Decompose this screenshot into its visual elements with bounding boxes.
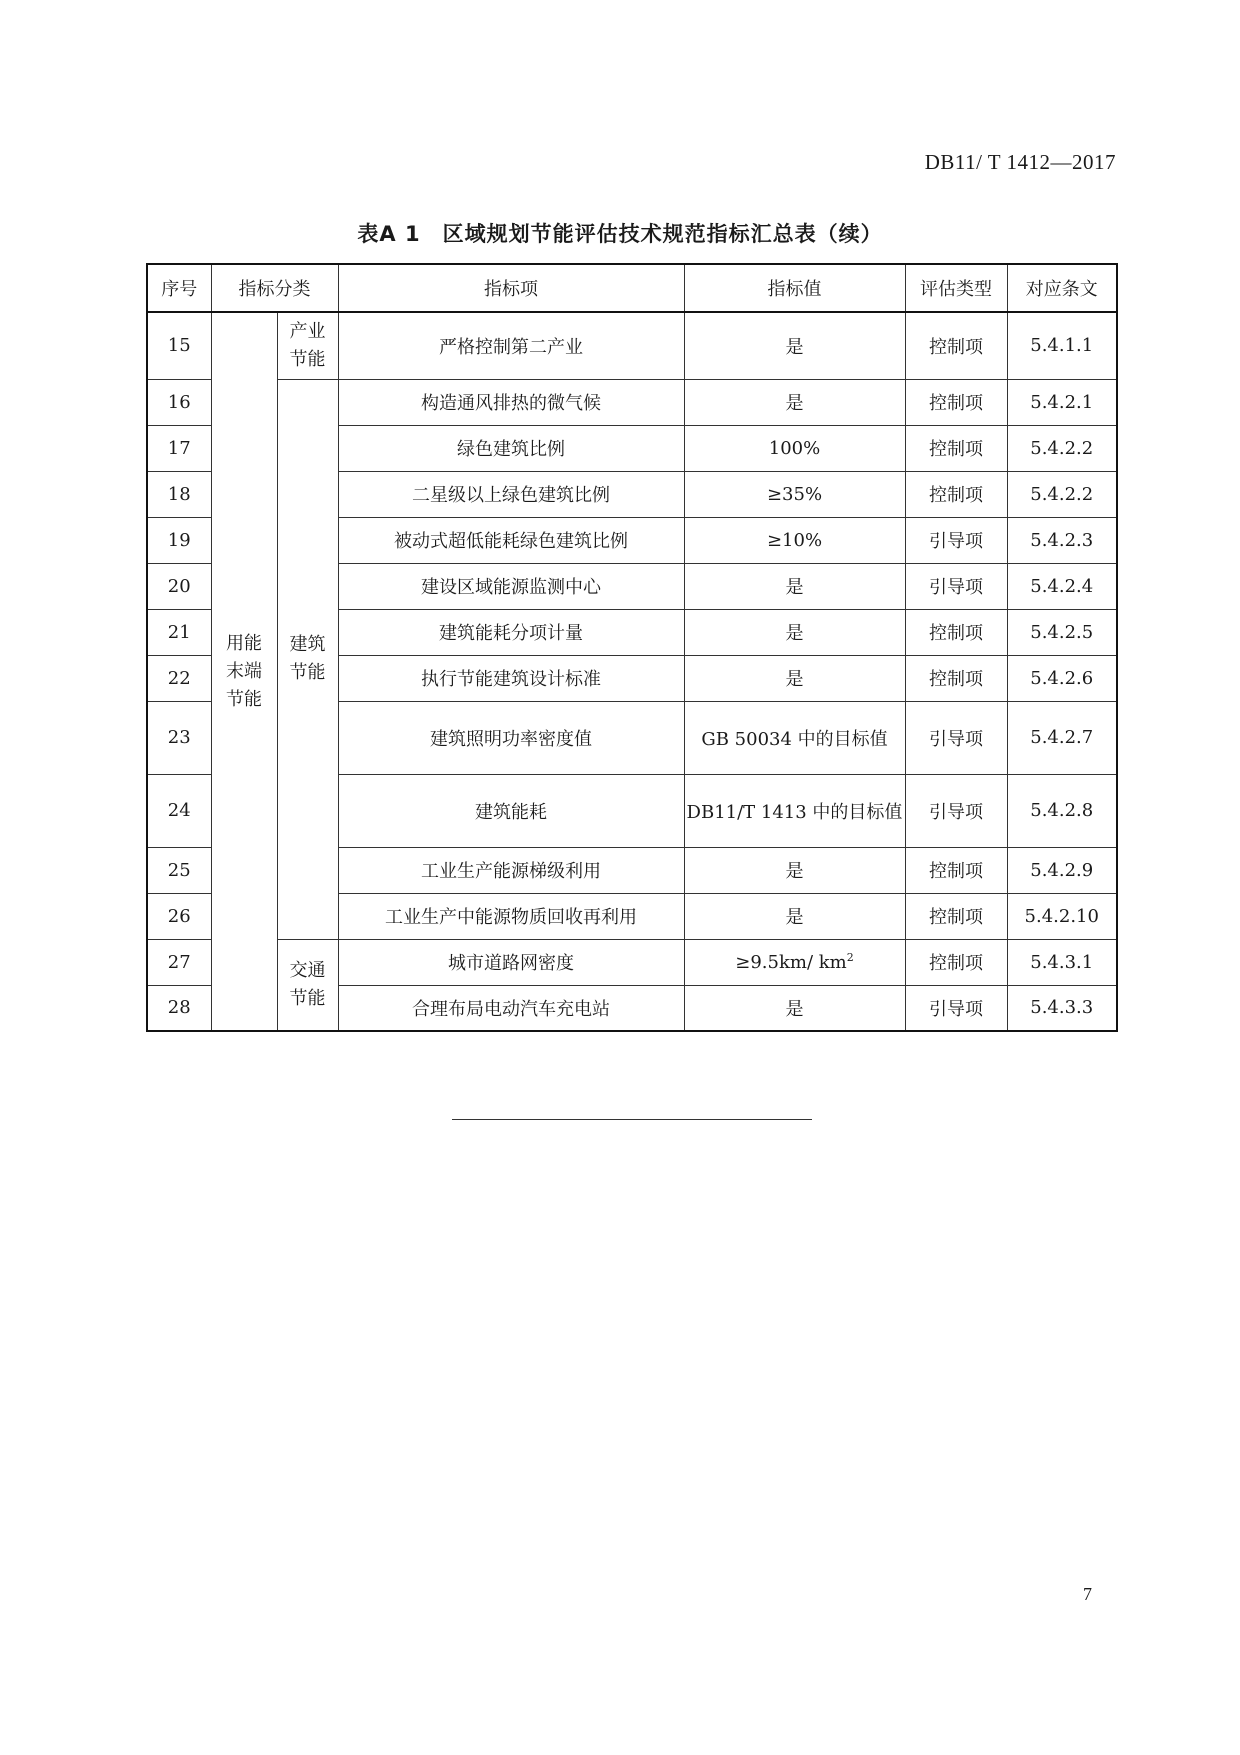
cell-seq: 17 bbox=[147, 425, 211, 471]
cell-value: 是 bbox=[684, 847, 905, 893]
cell-value: 是 bbox=[684, 985, 905, 1031]
cell-seq: 16 bbox=[147, 379, 211, 425]
cell-item: 执行节能建筑设计标准 bbox=[338, 655, 684, 701]
cell-type: 控制项 bbox=[905, 312, 1007, 379]
header-seq: 序号 bbox=[147, 264, 211, 312]
cell-value: 是 bbox=[684, 563, 905, 609]
cell-item: 城市道路网密度 bbox=[338, 939, 684, 985]
cell-value: DB11/T 1413 中的目标值 bbox=[684, 774, 905, 847]
cell-seq: 15 bbox=[147, 312, 211, 379]
cell-item: 建筑能耗 bbox=[338, 774, 684, 847]
cell-value: ≥35% bbox=[684, 471, 905, 517]
cell-type: 引导项 bbox=[905, 563, 1007, 609]
cell-type: 引导项 bbox=[905, 985, 1007, 1031]
cell-type: 控制项 bbox=[905, 655, 1007, 701]
category-transport-label: 交通节能 bbox=[289, 959, 326, 1009]
cell-value-text: ≥9.5km/ km bbox=[735, 952, 847, 973]
cell-clause: 5.4.2.8 bbox=[1007, 774, 1117, 847]
cell-item: 二星级以上绿色建筑比例 bbox=[338, 471, 684, 517]
cell-value: 是 bbox=[684, 312, 905, 379]
table-row bbox=[147, 379, 1117, 425]
category-main-label: 用能末端节能 bbox=[225, 632, 262, 710]
cell-clause: 5.4.2.2 bbox=[1007, 425, 1117, 471]
cell-seq: 25 bbox=[147, 847, 211, 893]
cell-type: 控制项 bbox=[905, 847, 1007, 893]
cell-clause: 5.4.2.3 bbox=[1007, 517, 1117, 563]
cell-seq: 22 bbox=[147, 655, 211, 701]
cell-item: 严格控制第二产业 bbox=[338, 312, 684, 379]
cell-seq: 19 bbox=[147, 517, 211, 563]
cell-seq: 20 bbox=[147, 563, 211, 609]
cell-value bbox=[684, 939, 905, 985]
cell-clause: 5.4.2.4 bbox=[1007, 563, 1117, 609]
cell-seq: 24 bbox=[147, 774, 211, 847]
cell-clause: 5.4.2.6 bbox=[1007, 655, 1117, 701]
cell-seq: 21 bbox=[147, 609, 211, 655]
page-number: 7 bbox=[1083, 1584, 1092, 1604]
end-of-table-rule bbox=[452, 1119, 812, 1120]
cell-type: 引导项 bbox=[905, 517, 1007, 563]
cell-item: 建筑照明功率密度值 bbox=[338, 701, 684, 774]
cell-value: 100% bbox=[684, 425, 905, 471]
header-clause: 对应条文 bbox=[1007, 264, 1117, 312]
cell-seq: 27 bbox=[147, 939, 211, 985]
cell-clause: 5.4.2.2 bbox=[1007, 471, 1117, 517]
cell-type: 引导项 bbox=[905, 774, 1007, 847]
cell-type: 控制项 bbox=[905, 425, 1007, 471]
cell-item: 工业生产中能源物质回收再利用 bbox=[338, 893, 684, 939]
cell-item: 工业生产能源梯级利用 bbox=[338, 847, 684, 893]
cell-seq: 18 bbox=[147, 471, 211, 517]
cell-type: 控制项 bbox=[905, 609, 1007, 655]
table-header-row bbox=[147, 264, 1117, 312]
cell-clause: 5.4.1.1 bbox=[1007, 312, 1117, 379]
cell-value: 是 bbox=[684, 379, 905, 425]
table-row bbox=[147, 939, 1117, 985]
table-row bbox=[147, 312, 1117, 379]
cell-value-superscript: 2 bbox=[846, 951, 854, 964]
cell-clause: 5.4.2.7 bbox=[1007, 701, 1117, 774]
header-value: 指标值 bbox=[684, 264, 905, 312]
cell-type: 引导项 bbox=[905, 701, 1007, 774]
cell-item: 建筑能耗分项计量 bbox=[338, 609, 684, 655]
cell-clause: 5.4.2.1 bbox=[1007, 379, 1117, 425]
header-type: 评估类型 bbox=[905, 264, 1007, 312]
header-item: 指标项 bbox=[338, 264, 684, 312]
cell-item: 绿色建筑比例 bbox=[338, 425, 684, 471]
cell-seq: 23 bbox=[147, 701, 211, 774]
cell-clause: 5.4.3.3 bbox=[1007, 985, 1117, 1031]
cell-value: GB 50034 中的目标值 bbox=[684, 701, 905, 774]
cell-item: 被动式超低能耗绿色建筑比例 bbox=[338, 517, 684, 563]
table-title: 表A 1 区域规划节能评估技术规范指标汇总表（续） bbox=[357, 222, 883, 246]
cell-clause: 5.4.2.9 bbox=[1007, 847, 1117, 893]
category-building-label: 建筑节能 bbox=[289, 634, 326, 683]
cell-clause: 5.4.2.10 bbox=[1007, 893, 1117, 939]
cell-type: 控制项 bbox=[905, 893, 1007, 939]
cell-clause: 5.4.3.1 bbox=[1007, 939, 1117, 985]
index-summary-table bbox=[146, 263, 1118, 1032]
cell-type: 控制项 bbox=[905, 379, 1007, 425]
header-category: 指标分类 bbox=[211, 264, 338, 312]
cell-value: 是 bbox=[684, 655, 905, 701]
standard-code: DB11/ T 1412—2017 bbox=[924, 150, 1116, 174]
cell-clause: 5.4.2.5 bbox=[1007, 609, 1117, 655]
category-industry bbox=[277, 312, 338, 379]
cell-value: ≥10% bbox=[684, 517, 905, 563]
cell-item: 合理布局电动汽车充电站 bbox=[338, 985, 684, 1031]
category-transport bbox=[277, 939, 338, 1031]
cell-seq: 28 bbox=[147, 985, 211, 1031]
cell-item: 构造通风排热的微气候 bbox=[338, 379, 684, 425]
category-main bbox=[211, 312, 277, 1031]
cell-seq: 26 bbox=[147, 893, 211, 939]
cell-value: 是 bbox=[684, 609, 905, 655]
category-building bbox=[277, 379, 338, 939]
cell-item: 建设区域能源监测中心 bbox=[338, 563, 684, 609]
cell-type: 控制项 bbox=[905, 471, 1007, 517]
category-industry-label: 产业节能 bbox=[289, 320, 326, 370]
cell-value: 是 bbox=[684, 893, 905, 939]
cell-type: 控制项 bbox=[905, 939, 1007, 985]
